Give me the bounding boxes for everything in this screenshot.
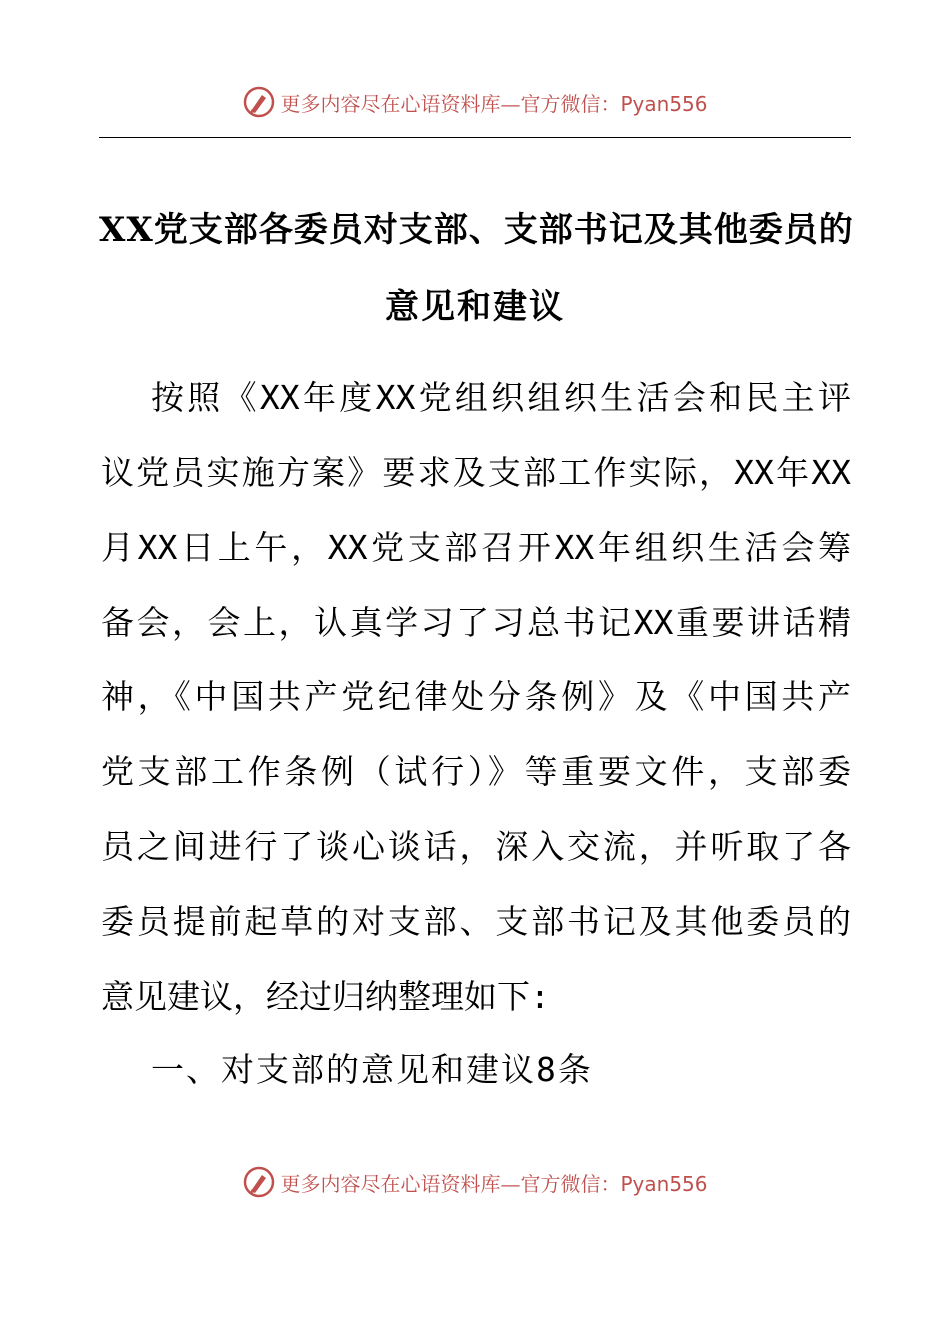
paragraph-line: 员之间进行了谈心谈话，深入交流，并听取了各 — [101, 827, 851, 866]
header-divider — [99, 137, 851, 138]
header-watermark — [0, 82, 950, 122]
paragraph-line: 委员提前起草的对支部、支部书记及其他委员的 — [101, 902, 851, 941]
paragraph-line: 党支部工作条例（试行）》等重要文件，支部委 — [101, 752, 851, 791]
paragraph-line: 按照《XX年度XX党组织组织生活会和民主评 — [151, 378, 851, 417]
document-title-line-2: 意见和建议 — [385, 287, 565, 327]
section-heading: 一、对支部的意见和建议8条 — [151, 1050, 593, 1089]
paragraph-line: 议党员实施方案》要求及支部工作实际，XX年XX — [101, 453, 851, 492]
pen-nib-logo-icon — [242, 1165, 276, 1199]
paragraph-line: 意见建议，经过归纳整理如下: — [101, 977, 550, 1016]
footer-watermark — [0, 1162, 950, 1202]
paragraph-line: 备会，会上，认真学习了习总书记XX重要讲话精 — [101, 603, 851, 642]
pen-nib-logo-icon — [242, 85, 276, 119]
watermark-wechat-id: Pyan556 — [620, 91, 708, 116]
watermark-wechat-id: Pyan556 — [620, 1171, 708, 1196]
paragraph-line: 月XX日上午，XX党支部召开XX年组织生活会筹 — [101, 528, 851, 567]
watermark-text: 更多内容尽在心语资料库—官方微信： — [280, 91, 621, 116]
watermark-text: 更多内容尽在心语资料库—官方微信： — [280, 1171, 621, 1196]
document-title-line-1: XX党支部各委员对支部、支部书记及其他委员的 — [99, 210, 854, 250]
paragraph-line: 神，《中国共产党纪律处分条例》及《中国共产 — [101, 677, 851, 716]
